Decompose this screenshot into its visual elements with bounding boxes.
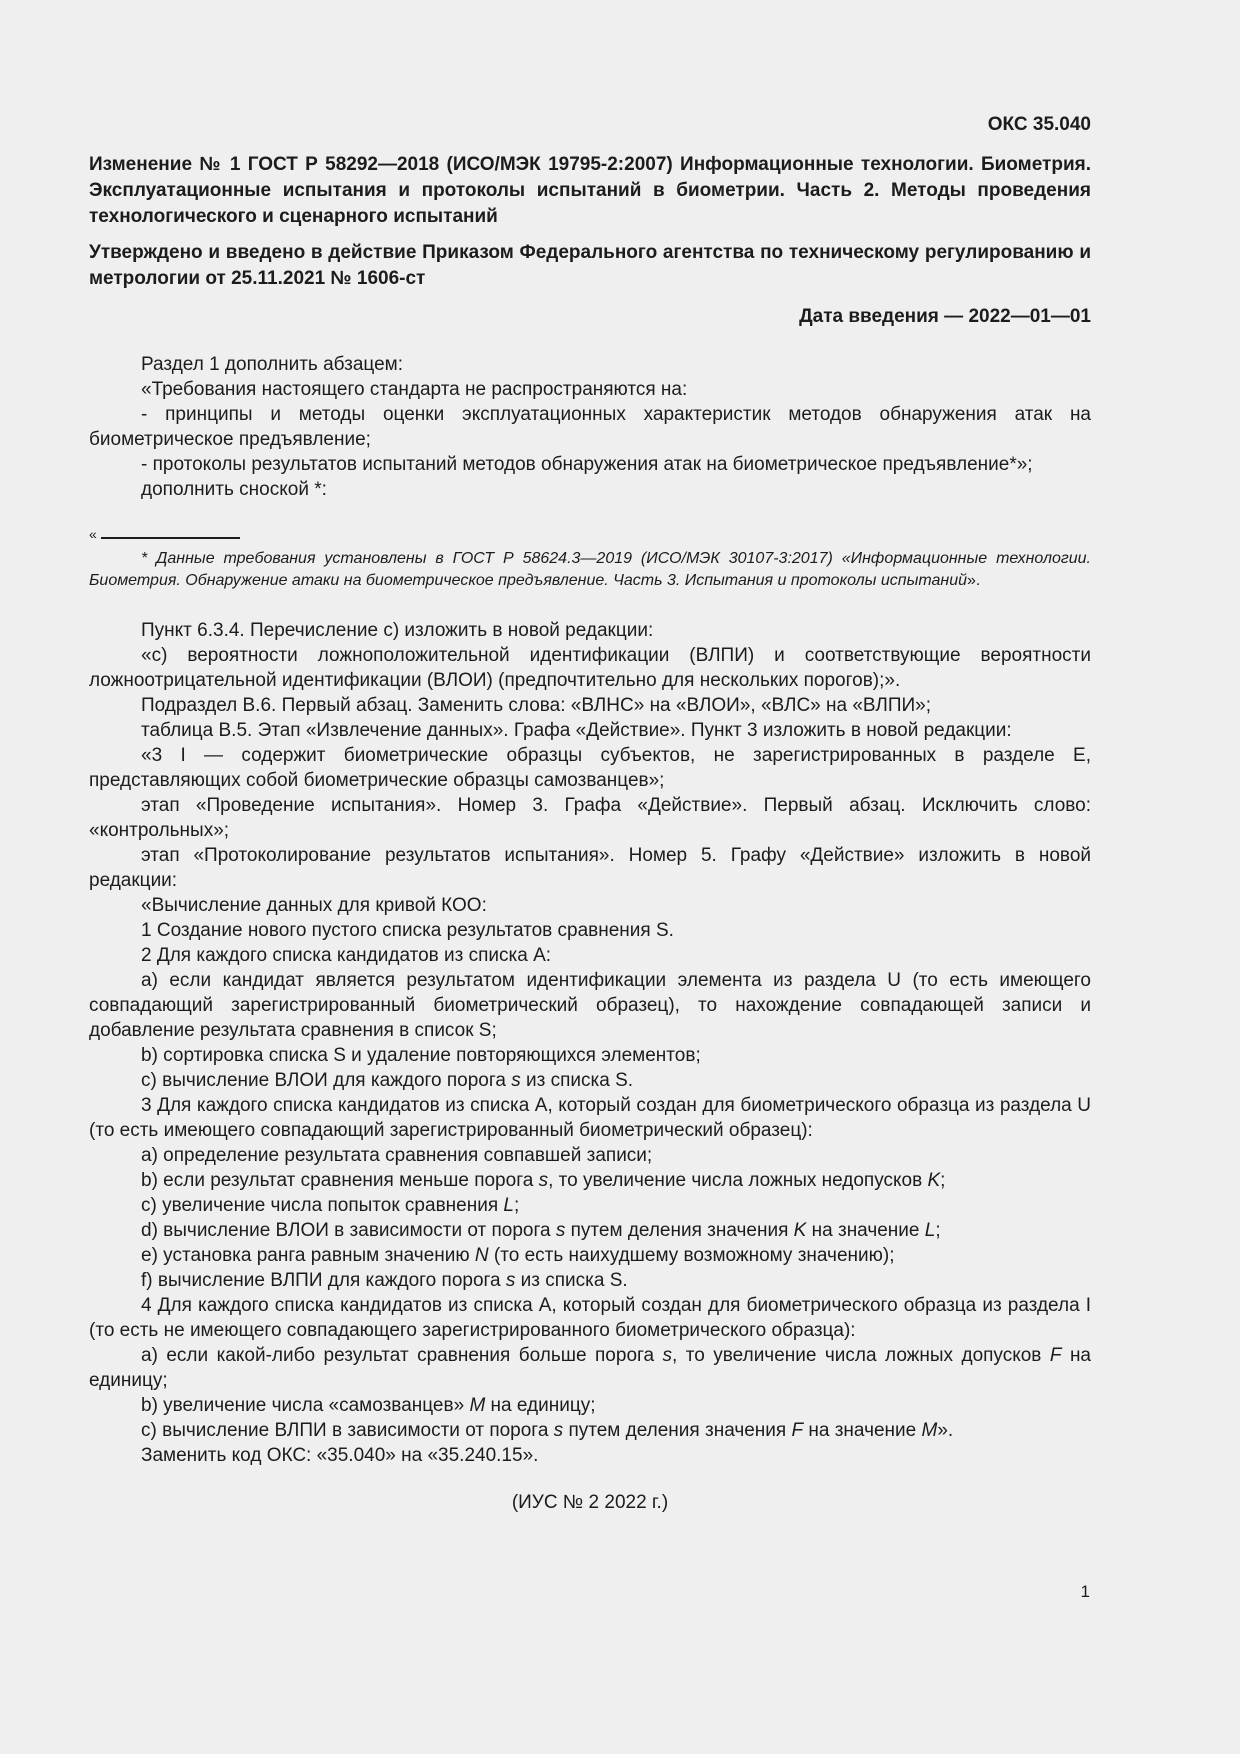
paragraph: Раздел 1 дополнить абзацем: (141, 354, 403, 375)
oks-code: ОКС 35.040 (987, 114, 1091, 135)
paragraph: «с) вероятности ложноположительной идентификации (ВЛПИ) и соответствующие вероятности ложноотрицательной идентификации (ВЛОИ) (предпочтительно для нескольких порогов);». (89, 645, 1091, 691)
paragraph: е) установка ранга равным значению N (то есть наихудшему возможному значению); (141, 1245, 895, 1266)
paragraph: этап «Протоколирование результатов испытания». Номер 5. Графу «Действие» изложить в новой редакции: (89, 845, 1091, 891)
footnote-rule (101, 537, 240, 539)
paragraph: таблица В.5. Этап «Извлечение данных». Графа «Действие». Пункт 3 изложить в новой редакции: (141, 720, 1012, 741)
section-1-amendment (89, 352, 1091, 502)
section-2-amendments (89, 618, 1091, 1468)
paragraph: - протоколы результатов испытаний методов обнаружения атак на биометрическое предъявление*»; (141, 454, 1033, 475)
page-number: 1 (1080, 1582, 1090, 1601)
paragraph: b) увеличение числа «самозванцев» M на единицу; (141, 1395, 596, 1416)
paragraph: d) вычисление ВЛОИ в зависимости от порога s путем деления значения K на значение L; (141, 1220, 941, 1241)
paragraph: b) если результат сравнения меньше порога s, то увеличение числа ложных недопусков K; (141, 1170, 946, 1191)
paragraph: f) вычисление ВЛПИ для каждого порога s из списка S. (141, 1270, 628, 1291)
approval-statement: Утверждено и введено в действие Приказом Федерального агентства по техническому регулированию и метрологии от 25.11.2021 № 1606-ст (89, 242, 1091, 289)
paragraph: 4 Для каждого списка кандидатов из списка А, который создан для биометрического образца из раздела I (то есть не имеющего совпадающего зарегистрированного биометрического образца): (89, 1295, 1091, 1341)
paragraph: этап «Проведение испытания». Номер 3. Графа «Действие». Первый абзац. Исключить слово: «контрольных»; (89, 795, 1091, 841)
paragraph: дополнить сноской *: (141, 479, 327, 500)
paragraph: а) если кандидат является результатом идентификации элемента из раздела U (то есть имеющего совпадающий зарегистрированный биометрический образец), то нахождение совпадающей записи и добавление результата сравнения в список S; (89, 970, 1091, 1041)
paragraph: с) вычисление ВЛОИ для каждого порога s из списка S. (141, 1070, 634, 1091)
paragraph: b) сортировка списка S и удаление повторяющихся элементов; (141, 1045, 701, 1066)
paragraph: 2 Для каждого списка кандидатов из списка А: (141, 945, 552, 966)
footnote-text: * Данные требования установлены в ГОСТ Р 58624.3—2019 (ИСО/МЭК 30107-3:2017) «Информационные технологии. Биометрия. Обнаружение атаки на биометрическое предъявление. Часть 3. Испытания и протоколы испытаний (89, 550, 1091, 589)
footnote-close-quote: ». (967, 572, 981, 589)
paragraph: «Вычисление данных для кривой КОО: (141, 895, 487, 916)
paragraph: 1 Создание нового пустого списка результатов сравнения S. (141, 920, 674, 941)
paragraph: Подраздел В.6. Первый абзац. Заменить слова: «ВЛНС» на «ВЛОИ», «ВЛС» на «ВЛПИ»; (141, 695, 932, 716)
paragraph: - принципы и методы оценки эксплуатационных характеристик методов обнаружения атак на биометрическое предъявление; (89, 404, 1091, 450)
effective-date: Дата введения — 2022—01—01 (799, 306, 1091, 327)
footnote (89, 548, 1091, 592)
paragraph: а) определение результата сравнения совпавшей записи; (141, 1145, 653, 1166)
paragraph: «Требования настоящего стандарта не распространяются на: (141, 379, 688, 400)
document-content (89, 110, 1091, 1516)
paragraph: Пункт 6.3.4. Перечисление с) изложить в новой редакции: (141, 620, 654, 641)
amendment-title: Изменение № 1 ГОСТ Р 58292—2018 (ИСО/МЭК 19795-2:2007) Информационные технологии. Биометрия. Эксплуатационные испытания и протоколы испытаний в биометрии. Часть 2. Методы проведения технологического и сценарного испытаний (89, 154, 1091, 227)
paragraph: с) увеличение числа попыток сравнения L; (141, 1195, 520, 1216)
paragraph: 3 Для каждого списка кандидатов из списка А, который создан для биометрического образца из раздела U (то есть имеющего совпадающий зарегистрированный биометрический образец): (89, 1095, 1091, 1141)
ius-reference: (ИУС № 2 2022 г.) (511, 1492, 669, 1513)
paragraph: с) вычисление ВЛПИ в зависимости от порога s путем деления значения F на значение M». (141, 1420, 954, 1441)
footnote-separator (89, 524, 1091, 544)
footnote-open-quote: « (89, 526, 97, 542)
paragraph: а) если какой-либо результат сравнения больше порога s, то увеличение числа ложных допусков F на единицу; (89, 1345, 1091, 1391)
paragraph: Заменить код ОКС: «35.040» на «35.240.15». (141, 1445, 539, 1466)
paragraph: «3 I — содержит биометрические образцы субъектов, не зарегистрированных в разделе Е, представляющих собой биометрические образцы самозванцев»; (89, 745, 1091, 791)
